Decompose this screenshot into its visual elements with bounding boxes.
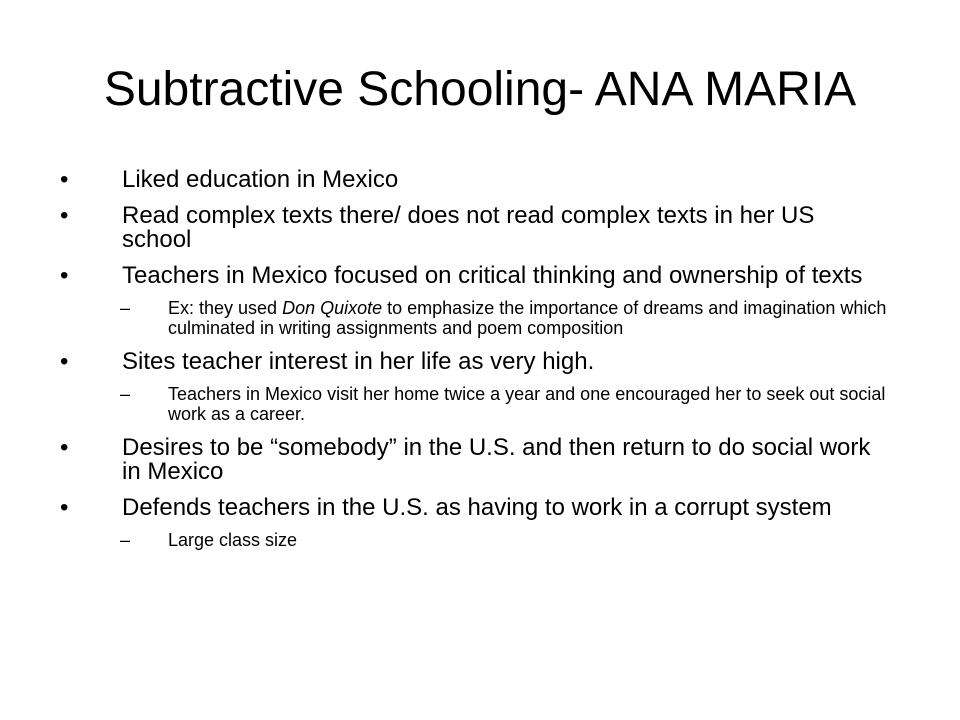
dash-icon: –: [120, 384, 131, 404]
sub-bullet-item-4-1: [60, 384, 920, 424]
bullet-list: [60, 168, 920, 562]
sub-bullet-text: [168, 298, 892, 338]
sub-bullet-item-6-1: [60, 530, 920, 550]
bullet-text: Desires to be “somebody” in the U.S. and then return to do social work in Mexico: [122, 434, 871, 485]
dash-icon: –: [120, 530, 131, 550]
slide-title: Subtractive Schooling- ANA MARIA: [103, 63, 857, 116]
bullet-icon: •: [60, 348, 69, 375]
bullet-text: Liked education in Mexico: [122, 166, 399, 193]
sub-bullet-text: Teachers in Mexico visit her home twice a year and one encouraged her to seek out social work as a career.: [168, 384, 886, 424]
bullet-icon: •: [60, 434, 69, 461]
bullet-text: Defends teachers in the U.S. as having to work in a corrupt system: [122, 494, 832, 521]
sub-bullet-text: Large class size: [168, 530, 298, 550]
bullet-item-6: [60, 496, 920, 520]
bullet-text: Teachers in Mexico focused on critical thinking and ownership of texts: [122, 262, 863, 289]
bullet-item-2: [60, 204, 920, 252]
bullet-icon: •: [60, 494, 69, 521]
bullet-item-5: [60, 436, 920, 484]
bullet-text: Read complex texts there/ does not read complex texts in her US school: [122, 202, 815, 253]
bullet-text: Sites teacher interest in her life as very high.: [122, 348, 595, 375]
bullet-icon: •: [60, 262, 69, 289]
dash-icon: –: [120, 298, 131, 318]
bullet-item-3: [60, 264, 920, 288]
bullet-item-4: [60, 350, 920, 374]
bullet-item-1: [60, 168, 920, 192]
sub-bullet-suffix: to emphasize the importance of dreams and imagination which culminated in writing assignments and poem composition: [168, 298, 887, 338]
sub-bullet-item-3-1: [60, 298, 920, 338]
bullet-icon: •: [60, 166, 69, 193]
sub-bullet-prefix: Ex: they used: [168, 298, 283, 318]
bullet-icon: •: [60, 202, 69, 229]
book-title: Don Quixote: [282, 298, 383, 318]
